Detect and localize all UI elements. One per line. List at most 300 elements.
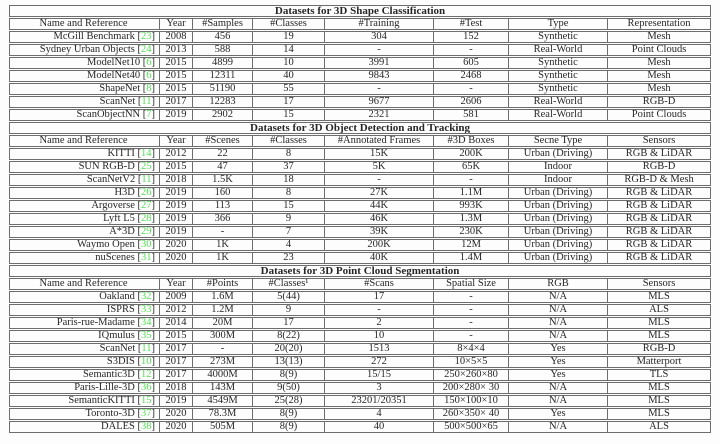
data-cell: 304 <box>325 31 434 43</box>
table-row <box>9 317 711 329</box>
data-cell: 8(9) <box>253 421 325 433</box>
dataset-name: ScanNet <box>99 96 136 107</box>
data-cell: 152 <box>434 31 509 43</box>
data-cell: - <box>434 83 509 95</box>
column-header: #Scans <box>325 278 434 290</box>
section-title: Datasets for 3D Point Cloud Segmentation <box>9 265 711 277</box>
data-cell: 2606 <box>434 96 509 108</box>
data-cell: MLS <box>608 291 711 303</box>
data-cell: N/A <box>509 421 608 433</box>
table-row <box>9 356 711 368</box>
citation-link[interactable]: 30 <box>141 239 152 250</box>
data-cell: 2012 <box>160 304 193 316</box>
dataset-name: ScanNet <box>99 343 136 354</box>
dataset-name-cell: Lyft L5 [28] <box>9 213 160 225</box>
table-row <box>9 148 711 160</box>
data-cell: 4899 <box>193 57 253 69</box>
data-cell: RGB-D <box>608 96 711 108</box>
column-header: #Training <box>325 18 434 30</box>
section-title-row <box>9 265 711 277</box>
data-cell: RGB & LiDAR <box>608 187 711 199</box>
data-cell: 581 <box>434 109 509 121</box>
dataset-name-cell: ScanObjectNN [7] <box>9 109 160 121</box>
dataset-name: KITTI <box>107 148 135 159</box>
citation-link[interactable]: 26 <box>141 187 152 198</box>
data-cell: Synthetic <box>509 70 608 82</box>
table-row <box>9 213 711 225</box>
data-cell: 2017 <box>160 343 193 355</box>
data-cell: Synthetic <box>509 83 608 95</box>
data-cell: 9(50) <box>253 382 325 394</box>
data-cell: 2019 <box>160 213 193 225</box>
data-cell: 1K <box>193 239 253 251</box>
data-cell: Yes <box>509 408 608 420</box>
data-cell: Urban (Driving) <box>509 252 608 264</box>
data-cell: 113 <box>193 200 253 212</box>
data-cell: 273M <box>193 356 253 368</box>
data-cell: - <box>434 291 509 303</box>
data-cell: Urban (Driving) <box>509 148 608 160</box>
data-cell: 200×280× 30 <box>434 382 509 394</box>
citation-link[interactable]: 32 <box>141 291 152 302</box>
data-cell: 150×100×10 <box>434 395 509 407</box>
column-header: Year <box>160 278 193 290</box>
dataset-name-cell: KITTI [14] <box>9 148 160 160</box>
data-cell: 23201/20351 <box>325 395 434 407</box>
table-row <box>9 174 711 186</box>
dataset-name-cell: S3DIS [10] <box>9 356 160 368</box>
data-cell: 2019 <box>160 187 193 199</box>
dataset-name: Sydney Urban Objects <box>39 44 135 55</box>
column-header: Name and Reference <box>9 18 160 30</box>
dataset-name-cell: IQmulus [35] <box>9 330 160 342</box>
data-cell: Synthetic <box>509 31 608 43</box>
data-cell: 2020 <box>160 239 193 251</box>
table-row <box>9 83 711 95</box>
column-header: Year <box>160 135 193 147</box>
citation-link[interactable]: 36 <box>141 382 152 393</box>
data-cell: 160 <box>193 187 253 199</box>
dataset-name-cell: Paris-Lille-3D [36] <box>9 382 160 394</box>
citation-link[interactable]: 25 <box>141 161 152 172</box>
data-cell: RGB-D & Mesh <box>608 174 711 186</box>
data-cell: Real-World <box>509 44 608 56</box>
table-row <box>9 187 711 199</box>
table-row <box>9 44 711 56</box>
data-cell: 8 <box>253 148 325 160</box>
data-cell: 37 <box>253 161 325 173</box>
data-cell: N/A <box>509 304 608 316</box>
data-cell: 2468 <box>434 70 509 82</box>
dataset-name: ISPRS <box>106 304 135 315</box>
table-row <box>9 70 711 82</box>
data-cell: 2019 <box>160 109 193 121</box>
citation-link[interactable]: 7 <box>146 109 152 120</box>
data-cell: 500×500×65 <box>434 421 509 433</box>
data-cell: MLS <box>608 395 711 407</box>
data-cell: - <box>193 226 253 238</box>
data-cell: RGB & LiDAR <box>608 200 711 212</box>
data-cell: Yes <box>509 343 608 355</box>
data-cell: 2020 <box>160 252 193 264</box>
dataset-name: ModelNet40 <box>87 70 141 81</box>
dataset-name-cell: Oakland [32] <box>9 291 160 303</box>
citation-link[interactable]: 27 <box>141 200 152 211</box>
dataset-name-cell: ModelNet10 [6] <box>9 57 160 69</box>
table-row <box>9 226 711 238</box>
data-cell: 8 <box>253 187 325 199</box>
column-header: #3D Boxes <box>434 135 509 147</box>
dataset-name-cell: ScanNetV2 [11] <box>9 174 160 186</box>
data-cell: 10 <box>253 57 325 69</box>
data-cell: 8(22) <box>253 330 325 342</box>
dataset-name: Lyft L5 <box>103 213 135 224</box>
dataset-name-cell: ShapeNet [8] <box>9 83 160 95</box>
header-row <box>9 18 711 30</box>
data-cell: 2020 <box>160 421 193 433</box>
data-cell: Urban (Driving) <box>509 200 608 212</box>
data-cell: TLS <box>608 369 711 381</box>
citation-link[interactable]: 12 <box>141 369 152 380</box>
dataset-name-cell: H3D [26] <box>9 187 160 199</box>
data-cell: 3991 <box>325 57 434 69</box>
dataset-name: IQmulus <box>98 330 135 341</box>
data-cell: 2015 <box>160 330 193 342</box>
column-header: Name and Reference <box>9 135 160 147</box>
data-cell: 260×350× 40 <box>434 408 509 420</box>
data-cell: Mesh <box>608 57 711 69</box>
data-cell: ALS <box>608 421 711 433</box>
data-cell: ALS <box>608 304 711 316</box>
table-row <box>9 382 711 394</box>
dataset-name-cell: Toronto-3D [37] <box>9 408 160 420</box>
data-cell: 12311 <box>193 70 253 82</box>
data-cell: 19 <box>253 31 325 43</box>
data-cell: 22 <box>193 148 253 160</box>
column-header: Representation <box>608 18 711 30</box>
data-cell: 17 <box>325 291 434 303</box>
data-cell: 2017 <box>160 356 193 368</box>
data-cell: 18 <box>253 174 325 186</box>
data-cell: 1.4M <box>434 252 509 264</box>
data-cell: RGB-D <box>608 343 711 355</box>
data-cell: Yes <box>509 356 608 368</box>
data-cell: Point Clouds <box>608 44 711 56</box>
dataset-name-cell: Paris-rue-Madame [34] <box>9 317 160 329</box>
table-row <box>9 31 711 43</box>
data-cell: 2018 <box>160 174 193 186</box>
data-cell: 15K <box>325 148 434 160</box>
data-cell: 2018 <box>160 382 193 394</box>
data-cell: 15 <box>253 109 325 121</box>
dataset-name: S3DIS <box>106 356 135 367</box>
data-cell: 2009 <box>160 291 193 303</box>
data-cell: 15/15 <box>325 369 434 381</box>
dataset-name: Waymo Open <box>77 239 135 250</box>
data-cell: 2015 <box>160 57 193 69</box>
citation-link[interactable]: 10 <box>141 356 152 367</box>
data-cell: 55 <box>253 83 325 95</box>
table-row <box>9 96 711 108</box>
data-cell: 5(44) <box>253 291 325 303</box>
data-cell: - <box>434 304 509 316</box>
dataset-name: Paris-Lille-3D <box>74 382 135 393</box>
citation-link[interactable]: 11 <box>141 343 152 354</box>
table-row <box>9 239 711 251</box>
dataset-name-cell: SemanticKITTI [15] <box>9 395 160 407</box>
data-cell: - <box>325 304 434 316</box>
data-cell: 65K <box>434 161 509 173</box>
column-header: RGB <box>509 278 608 290</box>
data-cell: 1.1M <box>434 187 509 199</box>
data-cell: Mesh <box>608 83 711 95</box>
dataset-name: SemanticKITTI <box>68 395 135 406</box>
data-cell: 2019 <box>160 226 193 238</box>
data-cell: RGB-D <box>608 161 711 173</box>
data-cell: N/A <box>509 291 608 303</box>
dataset-name-cell: ScanNet [11] <box>9 96 160 108</box>
data-cell: Mesh <box>608 31 711 43</box>
data-cell: RGB & LiDAR <box>608 148 711 160</box>
data-cell: 143M <box>193 382 253 394</box>
data-cell: 2015 <box>160 70 193 82</box>
dataset-name: nuScenes <box>95 252 135 263</box>
column-header: #Classes <box>253 135 325 147</box>
data-cell: 2013 <box>160 44 193 56</box>
data-cell: 4000M <box>193 369 253 381</box>
column-header: Sensors <box>608 135 711 147</box>
dataset-name: Paris-rue-Madame <box>56 317 135 328</box>
data-cell: - <box>434 330 509 342</box>
data-cell: 2 <box>325 317 434 329</box>
table-row <box>9 421 711 433</box>
data-cell: Real-World <box>509 109 608 121</box>
table-row <box>9 304 711 316</box>
citation-link[interactable]: 31 <box>141 252 152 263</box>
data-cell: 8×4×4 <box>434 343 509 355</box>
data-cell: N/A <box>509 330 608 342</box>
header-row <box>9 135 711 147</box>
citation-link[interactable]: 29 <box>141 226 152 237</box>
data-cell: 2019 <box>160 395 193 407</box>
citation-link[interactable]: 35 <box>141 330 152 341</box>
dataset-name-cell: Semantic3D [12] <box>9 369 160 381</box>
data-cell: 2017 <box>160 369 193 381</box>
data-cell: - <box>434 44 509 56</box>
data-cell: 366 <box>193 213 253 225</box>
data-cell: 2012 <box>160 148 193 160</box>
table-row <box>9 408 711 420</box>
data-cell: 25(28) <box>253 395 325 407</box>
data-cell: 9 <box>253 304 325 316</box>
data-cell: 17 <box>253 96 325 108</box>
table-row <box>9 369 711 381</box>
dataset-name-cell: DALES [38] <box>9 421 160 433</box>
dataset-name-cell: Waymo Open [30] <box>9 239 160 251</box>
table-row <box>9 343 711 355</box>
citation-link[interactable]: 6 <box>146 57 152 68</box>
data-cell: 1513 <box>325 343 434 355</box>
data-cell: 2020 <box>160 408 193 420</box>
data-cell: 4 <box>325 408 434 420</box>
data-cell: 40K <box>325 252 434 264</box>
data-cell: 2008 <box>160 31 193 43</box>
datasets-table <box>9 4 711 434</box>
table-row <box>9 57 711 69</box>
dataset-name-cell: nuScenes [31] <box>9 252 160 264</box>
section-title-row <box>9 5 711 17</box>
data-cell: 40 <box>325 421 434 433</box>
citation-link[interactable]: 11 <box>141 96 152 107</box>
dataset-name: ModelNet10 <box>87 57 141 68</box>
citation-link[interactable]: 11 <box>141 174 152 185</box>
data-cell: MLS <box>608 408 711 420</box>
citation-link[interactable]: 15 <box>141 395 152 406</box>
dataset-name: Toronto-3D <box>85 408 135 419</box>
data-cell: Yes <box>509 369 608 381</box>
data-cell: 200K <box>325 239 434 251</box>
data-cell: 2321 <box>325 109 434 121</box>
data-cell: 1.6M <box>193 291 253 303</box>
dataset-name: ShapeNet <box>99 83 141 94</box>
data-cell: 2019 <box>160 200 193 212</box>
data-cell: 27K <box>325 187 434 199</box>
table-row <box>9 252 711 264</box>
column-header: #Annotated Frames <box>325 135 434 147</box>
data-cell: MLS <box>608 382 711 394</box>
data-cell: 200K <box>434 148 509 160</box>
data-cell: 1K <box>193 252 253 264</box>
data-cell: RGB & LiDAR <box>608 252 711 264</box>
dataset-name-cell: SUN RGB-D [25] <box>9 161 160 173</box>
data-cell: 605 <box>434 57 509 69</box>
citation-link[interactable]: 33 <box>141 304 152 315</box>
data-cell: 12M <box>434 239 509 251</box>
dataset-name: Semantic3D <box>82 369 135 380</box>
data-cell: 10 <box>325 330 434 342</box>
data-cell: Urban (Driving) <box>509 213 608 225</box>
citation-link[interactable]: 23 <box>141 31 152 42</box>
data-cell: 8(9) <box>253 369 325 381</box>
data-cell: RGB & LiDAR <box>608 213 711 225</box>
data-cell: 2902 <box>193 109 253 121</box>
citation-link[interactable]: 14 <box>141 148 152 159</box>
data-cell: MLS <box>608 317 711 329</box>
data-cell: 230K <box>434 226 509 238</box>
data-cell: - <box>325 83 434 95</box>
data-cell: 505M <box>193 421 253 433</box>
data-cell: 17 <box>253 317 325 329</box>
data-cell: 12283 <box>193 96 253 108</box>
datasets-table-body <box>9 5 711 433</box>
dataset-name-cell: McGill Benchmark [23] <box>9 31 160 43</box>
data-cell: - <box>325 174 434 186</box>
dataset-name-cell: ISPRS [33] <box>9 304 160 316</box>
data-cell: Urban (Driving) <box>509 239 608 251</box>
data-cell: Indoor <box>509 174 608 186</box>
dataset-name: ScanNetV2 <box>86 174 136 185</box>
data-cell: 9677 <box>325 96 434 108</box>
column-header: Secne Type <box>509 135 608 147</box>
data-cell: Urban (Driving) <box>509 226 608 238</box>
column-header: #Test <box>434 18 509 30</box>
data-cell: 9843 <box>325 70 434 82</box>
data-cell: 588 <box>193 44 253 56</box>
data-cell: 272 <box>325 356 434 368</box>
citation-link[interactable]: 34 <box>141 317 152 328</box>
data-cell: 2015 <box>160 83 193 95</box>
dataset-name: DALES <box>101 421 135 432</box>
citation-link[interactable]: 6 <box>146 70 152 81</box>
data-cell: 3 <box>325 382 434 394</box>
data-cell: - <box>193 343 253 355</box>
data-cell: 47 <box>193 161 253 173</box>
column-header: Type <box>509 18 608 30</box>
column-header: Spatial Size <box>434 278 509 290</box>
data-cell: 10×5×5 <box>434 356 509 368</box>
data-cell: 7 <box>253 226 325 238</box>
dataset-name: Argoverse <box>91 200 135 211</box>
dataset-name: ScanObjectNN <box>76 109 141 120</box>
data-cell: 5K <box>325 161 434 173</box>
table-row <box>9 395 711 407</box>
data-cell: Urban (Driving) <box>509 187 608 199</box>
dataset-name-cell: Argoverse [27] <box>9 200 160 212</box>
data-cell: 14 <box>253 44 325 56</box>
data-cell: Point Clouds <box>608 109 711 121</box>
data-cell: - <box>434 317 509 329</box>
data-cell: - <box>434 174 509 186</box>
data-cell: MLS <box>608 330 711 342</box>
data-cell: Indoor <box>509 161 608 173</box>
data-cell: 4 <box>253 239 325 251</box>
dataset-name-cell: ScanNet [11] <box>9 343 160 355</box>
section-title: Datasets for 3D Object Detection and Tracking <box>9 122 711 134</box>
citation-link[interactable]: 37 <box>141 408 152 419</box>
data-cell: 300M <box>193 330 253 342</box>
column-header: Name and Reference <box>9 278 160 290</box>
data-cell: 40 <box>253 70 325 82</box>
data-cell: 2015 <box>160 161 193 173</box>
data-cell: 46K <box>325 213 434 225</box>
dataset-name: McGill Benchmark <box>53 31 135 42</box>
column-header: #Points <box>193 278 253 290</box>
data-cell: 456 <box>193 31 253 43</box>
data-cell: Matterport <box>608 356 711 368</box>
header-row <box>9 278 711 290</box>
citation-link[interactable]: 8 <box>146 83 152 94</box>
data-cell: 250×260×80 <box>434 369 509 381</box>
data-cell: 1.2M <box>193 304 253 316</box>
citation-link[interactable]: 28 <box>141 213 152 224</box>
column-header: #Classes¹ <box>253 278 325 290</box>
data-cell: Mesh <box>608 70 711 82</box>
citation-link[interactable]: 38 <box>141 421 152 432</box>
data-cell: Synthetic <box>509 57 608 69</box>
citation-link[interactable]: 24 <box>141 44 152 55</box>
dataset-name-cell: ModelNet40 [6] <box>9 70 160 82</box>
data-cell: 23 <box>253 252 325 264</box>
data-cell: 20(20) <box>253 343 325 355</box>
section-title: Datasets for 3D Shape Classification <box>9 5 711 17</box>
data-cell: 9 <box>253 213 325 225</box>
data-cell: 8(9) <box>253 408 325 420</box>
data-cell: - <box>325 44 434 56</box>
data-cell: 1.5K <box>193 174 253 186</box>
data-cell: Real-World <box>509 96 608 108</box>
data-cell: N/A <box>509 382 608 394</box>
data-cell: 78.3M <box>193 408 253 420</box>
